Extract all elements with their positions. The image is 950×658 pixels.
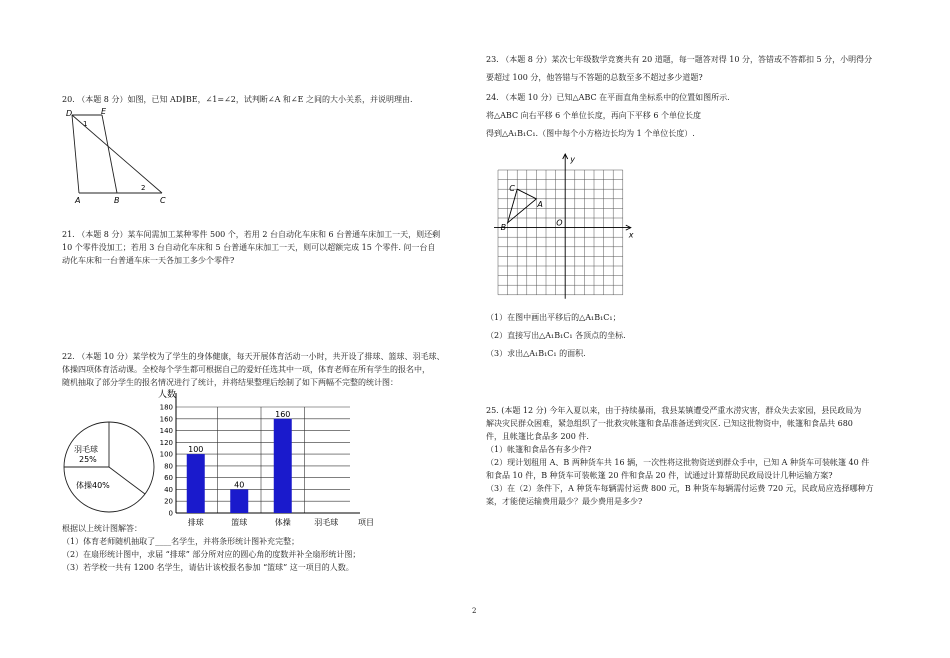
y-tick-label: 20 [164, 497, 173, 506]
y-tick-label: 100 [159, 450, 173, 459]
q25-s2b: 和食品 10 件，B 种货车可装帐篷 20 件和食品 20 件，试通过计算帮助民政局设计几种运输方案? [486, 471, 833, 480]
bar-value-label: 40 [234, 480, 245, 490]
x-tick-label: 体操 [274, 518, 291, 527]
y-axis-label: 人数 [158, 390, 177, 400]
q22-line3: 随机抽取了部分学生的报名情况进行了统计，并将结果整理后绘制了如下两幅不完整的统计图： [62, 378, 398, 387]
coordinate-grid [490, 152, 640, 302]
label-e: E [101, 107, 107, 116]
q21-line2: 10 个零件没加工；若用 3 台自动化车床和 5 台普通车床加工一天，则可以超额完成 15 个零件. 问一台自 [62, 243, 436, 252]
y-tick-label: 140 [159, 427, 173, 436]
x-tick-label: 篮球 [231, 518, 248, 527]
q25-line1: 25. (本题 12 分) 今年入夏以来，由于持续暴雨，我县某镇遭受严重水涝灾害，群众失去家园，县民政局为 [486, 406, 862, 415]
label-b: B [114, 196, 120, 205]
y-tick-label: 160 [159, 415, 173, 424]
pie-chart [62, 420, 162, 520]
q20-geometry-figure [62, 108, 172, 203]
bar-1 [230, 489, 248, 513]
q21-line3: 动化车床和一台普通车床一天各加工多少个零件? [62, 256, 235, 265]
q22-s3: （3）若学校一共有 1200 名学生，请估计该校报名参加 “篮球” 这一项目的人数。 [62, 563, 354, 572]
vertex-b-label: B [500, 222, 507, 232]
x-axis-label: x [628, 230, 634, 240]
q20-text: 20. （本题 8 分）如图，已知 AD∥BE，∠1=∠2，试判断∠A 和∠E 之间的大小关系，并说明理由. [62, 95, 413, 104]
q22-s1: （1）体育老师随机抽取了____名学生，并将条形统计图补充完整； [62, 537, 300, 546]
page-number: 2 [472, 607, 477, 615]
q21-line1: 21. （本题 8 分）某车间需加工某种零件 500 个，若用 2 台自动化车床和 6 台普通车床加工一天，则还剩 [62, 230, 441, 239]
vertex-a-label: A [537, 199, 543, 209]
pie-label-badminton-pct: 25% [79, 455, 97, 464]
label-angle-2: 2 [141, 184, 146, 192]
q22-line1: 22. （本题 10 分）某学校为了学生的身体健康，每天开展体育活动一小时，共开设了排球、篮球、羽毛球、 [62, 352, 445, 361]
origin-label: O [556, 218, 563, 228]
label-angle-1: 1 [83, 120, 88, 128]
q25-s3a: （3）在（2）条件下，A 种货车每辆需付运费 800 元，B 种货车每辆需付运费 720 元，民政局应选择哪种方 [486, 484, 874, 493]
bar-value-label: 160 [275, 409, 291, 419]
q24-s1: （1）在图中画出平移后的△A₁B₁C₁； [486, 313, 621, 322]
q24-line3: 得到△A₁B₁C₁.（图中每个小方格边长均为 1 个单位长度）. [486, 129, 695, 138]
bar-value-label: 100 [188, 445, 204, 455]
q22-line2: 体操四项体育活动课。全校每个学生都可根据自己的爱好任选其中一项，体育老师在所有学生的报名中， [62, 365, 430, 374]
q24-line2: 将△ABC 向右平移 6 个单位长度，再向下平移 6 个单位长度 [486, 111, 701, 120]
q25-s2a: （2）现计划租用 A、B 两种货车共 16 辆，一次性将这批物资送到群众手中，已知 A 种货车可装帐篷 40 件 [486, 458, 870, 467]
q23-line1: 23. （本题 8 分）某次七年级数学竞赛共有 20 道题，每一题答对得 10 分，答错或不答都扣 5 分，小明得分 [486, 55, 873, 64]
q25-line2: 解决灾民群众困难，紧急组织了一批救灾帐篷和食品准备送到灾区. 已知这批物资中，帐篷和食品共 680 [486, 419, 853, 428]
y-tick-label: 120 [159, 438, 173, 447]
y-tick-label: 180 [159, 403, 173, 412]
label-d: D [66, 109, 73, 118]
x-axis-label: 项目 [358, 518, 374, 527]
pie-label-gym: 体操40% [76, 481, 110, 490]
y-tick-label: 0 [168, 509, 173, 518]
q24-line1: 24. （本题 10 分）已知△ABC 在平面直角坐标系中的位置如图所示. [486, 93, 730, 102]
q24-s3: （3）求出△A₁B₁C₁ 的面积. [486, 349, 586, 358]
x-tick-label: 排球 [187, 518, 204, 527]
q22-s2: （2）在扇形统计图中，求届 “排球” 部分所对应的圆心角的度数并补全扇形统计图； [62, 550, 361, 559]
q25-s1: （1）帐篷和食品各有多少件? [486, 445, 592, 454]
label-c: C [160, 196, 166, 205]
bar-chart [150, 385, 400, 525]
label-a: A [75, 196, 81, 205]
y-tick-label: 80 [164, 462, 173, 471]
y-axis-label: y [570, 155, 575, 164]
bar-0 [187, 454, 205, 513]
x-tick-label: 羽毛球 [314, 518, 339, 527]
vertex-c-label: C [509, 184, 515, 194]
q23-line2: 要超过 100 分，他答错与不答题的总数至多不超过多少道题? [486, 73, 703, 82]
bar-2 [274, 419, 292, 513]
y-tick-label: 60 [164, 474, 173, 483]
q25-s3b: 案，才能使运输费用最少？最少费用是多少? [486, 497, 643, 506]
pie-label-badminton: 羽毛球 [74, 445, 98, 454]
q25-line3: 件，且帐篷比食品多 200 件. [486, 432, 589, 441]
q22-after: 根据以上统计图解答： [62, 524, 142, 533]
q24-s2: （2）直接写出△A₁B₁C₁ 各顶点的坐标. [486, 331, 626, 340]
y-tick-label: 40 [164, 485, 173, 494]
